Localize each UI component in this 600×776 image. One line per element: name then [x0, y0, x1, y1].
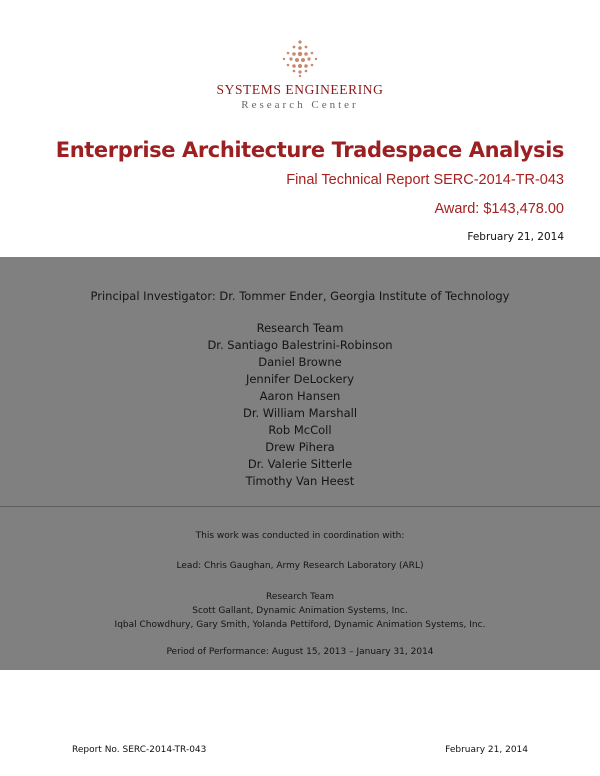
research-team-list	[0, 320, 600, 490]
period-of-performance: Period of Performance: August 15, 2013 – January 31, 2014	[166, 647, 434, 657]
footer-date: February 21, 2014	[445, 745, 528, 755]
team-member: Rob McColl	[268, 423, 332, 437]
footer-report-number: Report No. SERC-2014-TR-043	[72, 745, 207, 755]
team-member: Jennifer DeLockery	[245, 372, 355, 386]
serc-logo	[0, 38, 600, 111]
coordination-intro: This work was conducted in coordination with:	[195, 531, 405, 541]
report-subtitle: Final Technical Report SERC-2014-TR-043	[286, 172, 564, 188]
logo-text-secondary: Research Center	[241, 99, 359, 111]
team-member: Drew Pihera	[265, 440, 335, 454]
logo-text-primary: SYSTEMS ENGINEERING	[216, 82, 384, 97]
research-team-heading: Research Team	[256, 321, 344, 335]
team-member: Dr. Santiago Balestrini-Robinson	[207, 338, 393, 352]
coordination-team-member: Iqbal Chowdhury, Gary Smith, Yolanda Pettiford, Dynamic Animation Systems, Inc.	[114, 620, 486, 630]
team-member: Dr. Valerie Sitterle	[247, 457, 353, 471]
report-title: Enterprise Architecture Tradespace Analysis	[55, 138, 564, 162]
coordination-team-heading: Research Team	[266, 592, 334, 602]
team-member: Aaron Hansen	[259, 389, 341, 403]
team-member: Daniel Browne	[258, 355, 342, 369]
report-date: February 21, 2014	[467, 231, 564, 243]
principal-investigator: Principal Investigator: Dr. Tommer Ender, Georgia Institute of Technology	[90, 289, 510, 303]
coordination-team-list	[0, 590, 600, 632]
coordination-lead: Lead: Chris Gaughan, Army Research Laboratory (ARL)	[176, 561, 424, 571]
team-member: Timothy Van Heest	[245, 474, 355, 488]
coordination-team-member: Scott Gallant, Dynamic Animation Systems, Inc.	[192, 606, 408, 616]
logo-dots-icon	[280, 38, 320, 78]
award-amount: Award: $143,478.00	[434, 201, 564, 217]
team-member: Dr. William Marshall	[242, 406, 358, 420]
